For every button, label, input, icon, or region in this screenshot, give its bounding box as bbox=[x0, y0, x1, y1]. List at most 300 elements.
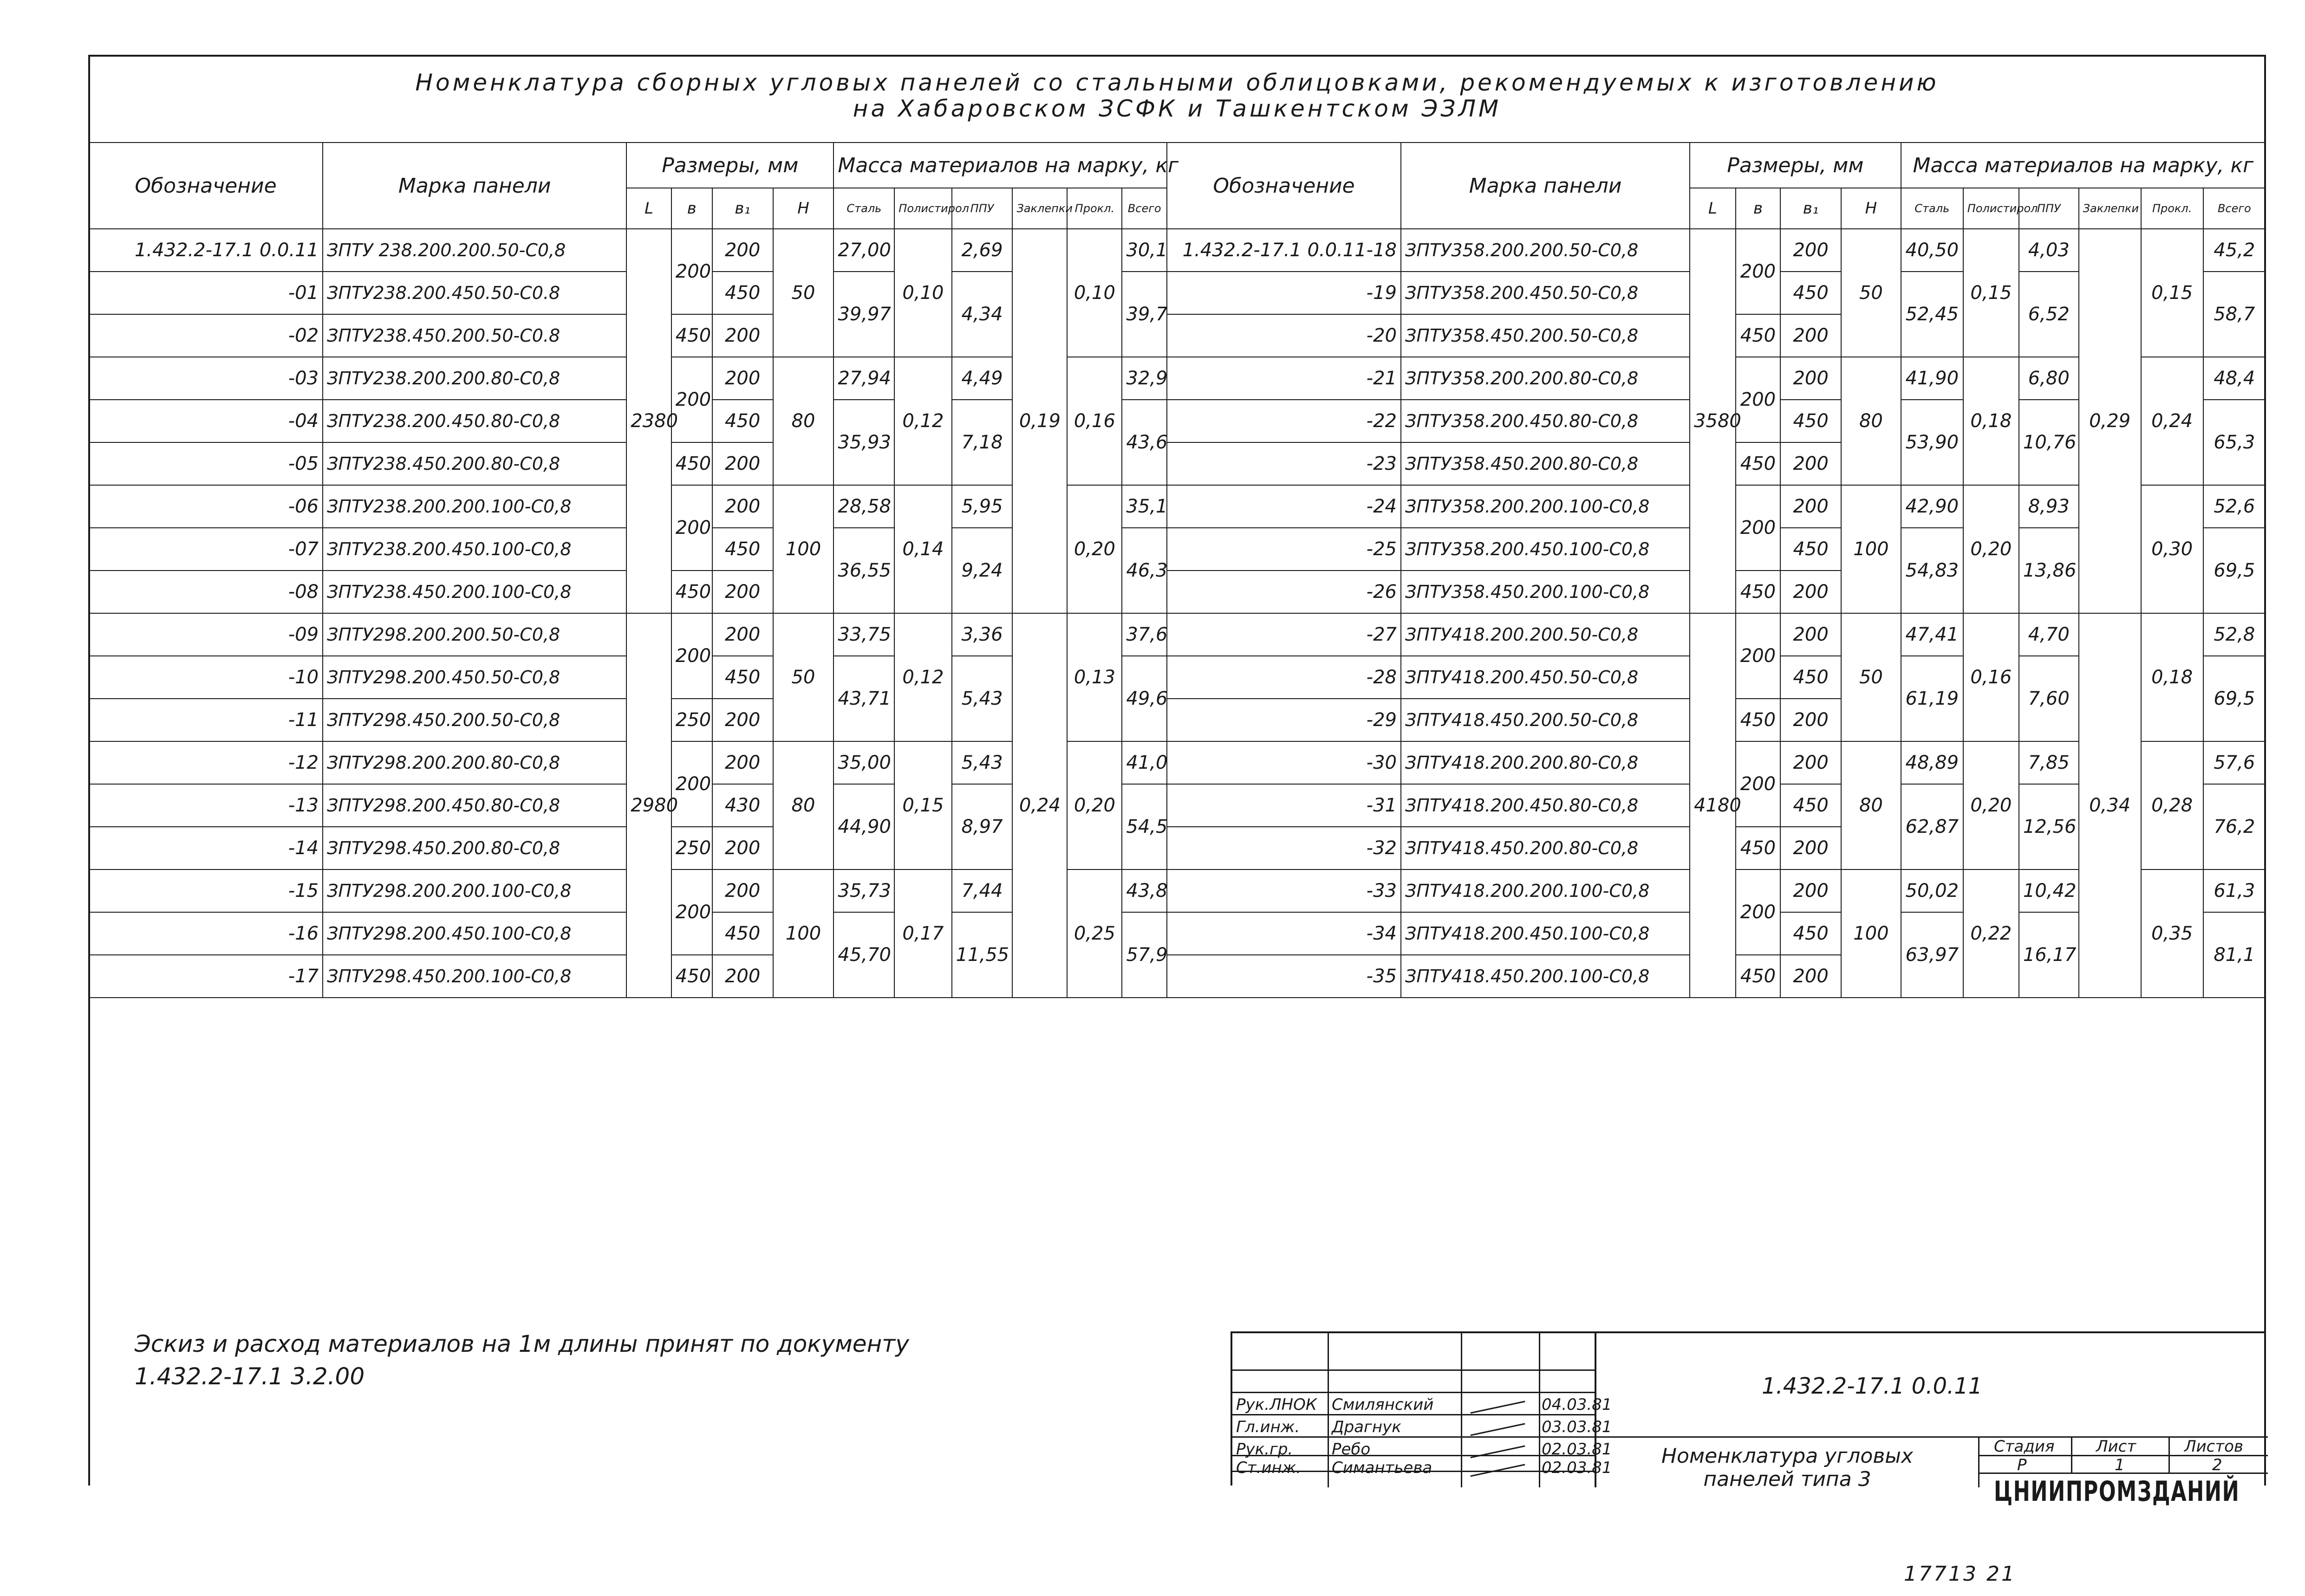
panel-mark-cell: ЗПТУ418.200.200.50-С0,8 bbox=[1401, 613, 1690, 656]
width-b-cell: 450 bbox=[1736, 699, 1781, 741]
gasket-mass-cell: 0,20 bbox=[1067, 741, 1122, 869]
panel-mark-cell: ЗПТУ298.200.450.100-С0,8 bbox=[323, 912, 626, 955]
panel-mark-cell: ЗПТУ358.450.200.100-С0,8 bbox=[1401, 571, 1690, 613]
organization-name: ЦНИИПРОМЗДАНИЙ bbox=[1994, 1475, 2240, 1508]
table-row bbox=[89, 485, 2266, 528]
table-row bbox=[89, 613, 2266, 656]
title-line-2: на Хабаровском ЗСФК и Ташкентском ЭЗЛМ bbox=[853, 95, 1502, 122]
width-b-cell: 200 bbox=[1736, 229, 1781, 314]
designation-cell: -22 bbox=[1167, 400, 1401, 442]
gasket-mass-cell: 0,13 bbox=[1067, 613, 1122, 741]
width-b1-cell: 450 bbox=[1780, 528, 1841, 571]
header-h: Н bbox=[1841, 188, 1901, 229]
steel-mass-cell: 41,90 bbox=[1901, 357, 1963, 400]
width-b1-cell: 450 bbox=[712, 912, 773, 955]
table-row bbox=[89, 357, 2266, 400]
header-designation-left: Обозначение bbox=[89, 143, 323, 229]
doc-code: 1.432.2-17.1 0.0.11 bbox=[1762, 1373, 1983, 1399]
header-b: в bbox=[671, 188, 712, 229]
designation-cell: -17 bbox=[89, 955, 323, 998]
width-b-cell: 200 bbox=[1736, 613, 1781, 699]
steel-mass-cell: 28,58 bbox=[833, 485, 894, 528]
polystyrene-mass-cell: 0,20 bbox=[1963, 741, 2019, 869]
panel-mark-cell: ЗПТУ358.200.200.100-С0,8 bbox=[1401, 485, 1690, 528]
gasket-mass-cell: 0,24 bbox=[2141, 357, 2203, 485]
ppu-mass-cell: 4,70 bbox=[2019, 613, 2079, 656]
width-b1-cell: 200 bbox=[712, 442, 773, 485]
total-mass-cell: 43,6 bbox=[1122, 400, 1167, 485]
width-b-cell: 450 bbox=[1736, 442, 1781, 485]
width-b-cell: 200 bbox=[671, 485, 712, 571]
steel-mass-cell: 39,97 bbox=[833, 272, 894, 357]
role-cell: Ст.инж. bbox=[1236, 1459, 1302, 1477]
total-mass-cell: 76,2 bbox=[2203, 784, 2266, 869]
steel-mass-cell: 47,41 bbox=[1901, 613, 1963, 656]
header-b1: в₁ bbox=[1780, 188, 1841, 229]
gasket-mass-cell: 0,16 bbox=[1067, 357, 1122, 485]
height-h-cell: 100 bbox=[1841, 869, 1901, 998]
ppu-mass-cell: 12,56 bbox=[2019, 784, 2079, 869]
panel-mark-cell: ЗПТУ418.450.200.50-С0,8 bbox=[1401, 699, 1690, 741]
sheets-label: Листов bbox=[2184, 1437, 2244, 1456]
steel-mass-cell: 33,75 bbox=[833, 613, 894, 656]
width-b1-cell: 200 bbox=[1780, 357, 1841, 400]
total-mass-cell: 30,1 bbox=[1122, 229, 1167, 272]
panel-mark-cell: ЗПТУ358.200.450.50-С0,8 bbox=[1401, 272, 1690, 314]
panel-mark-cell: ЗПТУ418.200.200.80-С0,8 bbox=[1401, 741, 1690, 784]
height-h-cell: 100 bbox=[773, 485, 834, 613]
designation-cell: -15 bbox=[89, 869, 323, 912]
table-row bbox=[89, 784, 2266, 827]
panel-mark-cell: ЗПТУ238.200.200.80-С0,8 bbox=[323, 357, 626, 400]
sheet-title-line-2: панелей типа 3 bbox=[1703, 1467, 1871, 1491]
width-b1-cell: 200 bbox=[712, 955, 773, 998]
polystyrene-mass-cell: 0,20 bbox=[1963, 485, 2019, 613]
gasket-mass-cell: 0,28 bbox=[2141, 741, 2203, 869]
header-mark-left: Марка панели bbox=[323, 143, 626, 229]
panel-mark-cell: ЗПТУ418.450.200.80-С0,8 bbox=[1401, 827, 1690, 869]
panel-mark-cell: ЗПТУ238.200.450.80-С0,8 bbox=[323, 400, 626, 442]
gasket-mass-cell: 0,10 bbox=[1067, 229, 1122, 357]
designation-cell: -24 bbox=[1167, 485, 1401, 528]
polystyrene-mass-cell: 0,17 bbox=[894, 869, 951, 998]
designation-cell: -10 bbox=[89, 656, 323, 699]
header-L: L bbox=[626, 188, 671, 229]
polystyrene-mass-cell: 0,10 bbox=[894, 229, 951, 357]
panel-mark-cell: ЗПТУ358.200.450.100-С0,8 bbox=[1401, 528, 1690, 571]
signature bbox=[1469, 1417, 1525, 1436]
height-h-cell: 50 bbox=[773, 229, 834, 357]
total-mass-cell: 81,1 bbox=[2203, 912, 2266, 998]
designation-cell: -20 bbox=[1167, 314, 1401, 357]
gasket-mass-cell: 0,15 bbox=[2141, 229, 2203, 357]
steel-mass-cell: 35,00 bbox=[833, 741, 894, 784]
ppu-mass-cell: 5,43 bbox=[952, 741, 1013, 784]
sheet-title-line-1: Номенклатура угловых bbox=[1661, 1444, 1914, 1468]
ppu-mass-cell: 3,36 bbox=[952, 613, 1013, 656]
table-row bbox=[89, 229, 2266, 272]
designation-cell: -28 bbox=[1167, 656, 1401, 699]
total-mass-cell: 65,3 bbox=[2203, 400, 2266, 485]
panel-mark-cell: ЗПТУ298.200.450.50-С0,8 bbox=[323, 656, 626, 699]
panel-mark-cell: ЗПТУ298.200.450.80-С0,8 bbox=[323, 784, 626, 827]
signature bbox=[1469, 1458, 1525, 1477]
table-body bbox=[89, 229, 2266, 998]
width-b1-cell: 200 bbox=[1780, 955, 1841, 998]
width-b1-cell: 200 bbox=[1780, 229, 1841, 272]
header-b: в bbox=[1736, 188, 1781, 229]
width-b-cell: 450 bbox=[1736, 314, 1781, 357]
panel-mark-cell: ЗПТУ418.200.450.50-С0,8 bbox=[1401, 656, 1690, 699]
archive-number: 17713 21 bbox=[1904, 1562, 2016, 1586]
width-b1-cell: 200 bbox=[1780, 442, 1841, 485]
sheets-value: 2 bbox=[2212, 1456, 2222, 1474]
width-b-cell: 450 bbox=[671, 314, 712, 357]
panel-mark-cell: ЗПТУ238.200.200.100-С0,8 bbox=[323, 485, 626, 528]
sheet-title bbox=[1599, 1445, 1975, 1491]
width-b-cell: 250 bbox=[671, 827, 712, 869]
panel-mark-cell: ЗПТУ298.450.200.50-С0,8 bbox=[323, 699, 626, 741]
total-mass-cell: 69,5 bbox=[2203, 528, 2266, 613]
designation-cell: -16 bbox=[89, 912, 323, 955]
width-b1-cell: 200 bbox=[712, 485, 773, 528]
date-cell: 02.03.81 bbox=[1542, 1459, 1612, 1477]
height-h-cell: 50 bbox=[773, 613, 834, 741]
panel-mark-cell: ЗПТУ298.200.200.100-С0,8 bbox=[323, 869, 626, 912]
header-L: L bbox=[1690, 188, 1736, 229]
height-h-cell: 80 bbox=[1841, 741, 1901, 869]
width-b1-cell: 200 bbox=[712, 699, 773, 741]
designation-cell: -25 bbox=[1167, 528, 1401, 571]
designation-cell: -09 bbox=[89, 613, 323, 656]
width-b-cell: 200 bbox=[1736, 869, 1781, 955]
name-cell: Ребо bbox=[1332, 1440, 1371, 1459]
length-L-cell: 3580 bbox=[1690, 229, 1736, 613]
panel-mark-cell: ЗПТУ418.450.200.100-С0,8 bbox=[1401, 955, 1690, 998]
header-total: Всего bbox=[2203, 188, 2266, 229]
width-b-cell: 200 bbox=[671, 869, 712, 955]
width-b-cell: 200 bbox=[1736, 357, 1781, 442]
width-b-cell: 450 bbox=[671, 955, 712, 998]
ppu-mass-cell: 8,97 bbox=[952, 784, 1013, 869]
sheet-value: 1 bbox=[2115, 1456, 2125, 1474]
date-cell: 04.03.81 bbox=[1542, 1395, 1612, 1414]
panel-mark-cell: ЗПТУ238.200.450.100-С0,8 bbox=[323, 528, 626, 571]
width-b1-cell: 200 bbox=[1780, 699, 1841, 741]
page-title bbox=[88, 70, 2266, 122]
ppu-mass-cell: 9,24 bbox=[952, 528, 1013, 613]
header-ppu: ППУ bbox=[952, 188, 1013, 229]
designation-cell: -29 bbox=[1167, 699, 1401, 741]
designation-cell: -03 bbox=[89, 357, 323, 400]
designation-cell: -19 bbox=[1167, 272, 1401, 314]
stage-label: Стадия bbox=[1994, 1437, 2055, 1456]
steel-mass-cell: 54,83 bbox=[1901, 528, 1963, 613]
height-h-cell: 100 bbox=[1841, 485, 1901, 613]
nomenclature-table bbox=[88, 142, 2266, 998]
total-mass-cell: 52,8 bbox=[2203, 613, 2266, 656]
header-rivets: Заклепки bbox=[1012, 188, 1067, 229]
ppu-mass-cell: 5,43 bbox=[952, 656, 1013, 741]
gasket-mass-cell: 0,18 bbox=[2141, 613, 2203, 741]
rivets-mass-cell: 0,24 bbox=[1012, 613, 1067, 998]
ppu-mass-cell: 6,80 bbox=[2019, 357, 2079, 400]
designation-cell: -04 bbox=[89, 400, 323, 442]
header-h: Н bbox=[773, 188, 834, 229]
designation-cell: -26 bbox=[1167, 571, 1401, 613]
table-row bbox=[89, 528, 2266, 571]
gasket-mass-cell: 0,20 bbox=[1067, 485, 1122, 613]
width-b-cell: 250 bbox=[671, 699, 712, 741]
designation-cell: -05 bbox=[89, 442, 323, 485]
width-b1-cell: 200 bbox=[712, 741, 773, 784]
ppu-mass-cell: 13,86 bbox=[2019, 528, 2079, 613]
width-b1-cell: 450 bbox=[1780, 656, 1841, 699]
total-mass-cell: 57,9 bbox=[1122, 912, 1167, 998]
steel-mass-cell: 44,90 bbox=[833, 784, 894, 869]
width-b1-cell: 200 bbox=[712, 869, 773, 912]
polystyrene-mass-cell: 0,12 bbox=[894, 613, 951, 741]
total-mass-cell: 32,9 bbox=[1122, 357, 1167, 400]
width-b1-cell: 450 bbox=[712, 400, 773, 442]
width-b1-cell: 450 bbox=[712, 656, 773, 699]
rivets-mass-cell: 0,29 bbox=[2079, 229, 2141, 613]
ppu-mass-cell: 6,52 bbox=[2019, 272, 2079, 357]
table-row bbox=[89, 656, 2266, 699]
panel-mark-cell: ЗПТУ238.450.200.80-С0,8 bbox=[323, 442, 626, 485]
total-mass-cell: 39,7 bbox=[1122, 272, 1167, 357]
role-cell: Гл.инж. bbox=[1236, 1418, 1300, 1436]
width-b1-cell: 200 bbox=[1780, 571, 1841, 613]
ppu-mass-cell: 8,93 bbox=[2019, 485, 2079, 528]
steel-mass-cell: 62,87 bbox=[1901, 784, 1963, 869]
width-b1-cell: 200 bbox=[1780, 827, 1841, 869]
panel-mark-cell: ЗПТУ298.450.200.100-С0,8 bbox=[323, 955, 626, 998]
width-b1-cell: 200 bbox=[712, 314, 773, 357]
ppu-mass-cell: 4,49 bbox=[952, 357, 1013, 400]
header-designation-right: Обозначение bbox=[1167, 143, 1401, 229]
panel-mark-cell: ЗПТУ358.450.200.50-С0,8 bbox=[1401, 314, 1690, 357]
width-b-cell: 200 bbox=[671, 613, 712, 699]
width-b1-cell: 450 bbox=[1780, 400, 1841, 442]
designation-cell: -35 bbox=[1167, 955, 1401, 998]
width-b1-cell: 450 bbox=[1780, 784, 1841, 827]
total-mass-cell: 52,6 bbox=[2203, 485, 2266, 528]
ppu-mass-cell: 7,18 bbox=[952, 400, 1013, 485]
ppu-mass-cell: 5,95 bbox=[952, 485, 1013, 528]
length-L-cell: 2980 bbox=[626, 613, 671, 998]
steel-mass-cell: 35,93 bbox=[833, 400, 894, 485]
width-b-cell: 450 bbox=[1736, 955, 1781, 998]
ppu-mass-cell: 7,44 bbox=[952, 869, 1013, 912]
width-b1-cell: 200 bbox=[712, 357, 773, 400]
steel-mass-cell: 53,90 bbox=[1901, 400, 1963, 485]
width-b1-cell: 430 bbox=[712, 784, 773, 827]
width-b1-cell: 450 bbox=[712, 272, 773, 314]
width-b1-cell: 200 bbox=[1780, 314, 1841, 357]
header-polystyrene: Полистирол bbox=[894, 188, 951, 229]
width-b1-cell: 200 bbox=[1780, 741, 1841, 784]
note bbox=[135, 1328, 909, 1393]
designation-cell: -30 bbox=[1167, 741, 1401, 784]
date-cell: 02.03.81 bbox=[1542, 1440, 1612, 1459]
signature bbox=[1469, 1395, 1525, 1414]
panel-mark-cell: ЗПТУ298.450.200.80-С0,8 bbox=[323, 827, 626, 869]
width-b1-cell: 450 bbox=[1780, 912, 1841, 955]
ppu-mass-cell: 4,03 bbox=[2019, 229, 2079, 272]
panel-mark-cell: ЗПТУ 238.200.200.50-С0,8 bbox=[323, 229, 626, 272]
length-L-cell: 4180 bbox=[1690, 613, 1736, 998]
steel-mass-cell: 52,45 bbox=[1901, 272, 1963, 357]
header-rivets: Заклепки bbox=[2079, 188, 2141, 229]
total-mass-cell: 69,5 bbox=[2203, 656, 2266, 741]
width-b1-cell: 450 bbox=[712, 528, 773, 571]
width-b-cell: 450 bbox=[1736, 827, 1781, 869]
note-line-2: 1.432.2-17.1 3.2.00 bbox=[135, 1363, 365, 1390]
panel-mark-cell: ЗПТУ238.200.450.50-С0.8 bbox=[323, 272, 626, 314]
total-mass-cell: 58,7 bbox=[2203, 272, 2266, 357]
gasket-mass-cell: 0,25 bbox=[1067, 869, 1122, 998]
header-mark-right: Марка панели bbox=[1401, 143, 1690, 229]
ppu-mass-cell: 10,42 bbox=[2019, 869, 2079, 912]
designation-cell: -23 bbox=[1167, 442, 1401, 485]
height-h-cell: 80 bbox=[1841, 357, 1901, 485]
width-b-cell: 200 bbox=[671, 229, 712, 314]
ppu-mass-cell: 4,34 bbox=[952, 272, 1013, 357]
total-mass-cell: 48,4 bbox=[2203, 357, 2266, 400]
role-cell: Рук.гр. bbox=[1236, 1440, 1293, 1459]
sheet-label: Лист bbox=[2096, 1437, 2136, 1456]
designation-cell: -33 bbox=[1167, 869, 1401, 912]
panel-mark-cell: ЗПТУ358.200.200.50-С0,8 bbox=[1401, 229, 1690, 272]
header-mass-right: Масса материалов на марку, кг bbox=[1901, 143, 2266, 188]
table-row bbox=[89, 400, 2266, 442]
steel-mass-cell: 50,02 bbox=[1901, 869, 1963, 912]
height-h-cell: 50 bbox=[1841, 613, 1901, 741]
header-gasket: Прокл. bbox=[1067, 188, 1122, 229]
header-ppu: ППУ bbox=[2019, 188, 2079, 229]
panel-mark-cell: ЗПТУ298.200.200.80-С0,8 bbox=[323, 741, 626, 784]
header-polystyrene: Полистирол bbox=[1963, 188, 2019, 229]
designation-cell: -06 bbox=[89, 485, 323, 528]
height-h-cell: 100 bbox=[773, 869, 834, 998]
width-b-cell: 200 bbox=[671, 741, 712, 827]
header-dimensions-right: Размеры, мм bbox=[1690, 143, 1901, 188]
header-dimensions-left: Размеры, мм bbox=[626, 143, 833, 188]
ppu-mass-cell: 7,85 bbox=[2019, 741, 2079, 784]
steel-mass-cell: 45,70 bbox=[833, 912, 894, 998]
polystyrene-mass-cell: 0,15 bbox=[894, 741, 951, 869]
table-row bbox=[89, 272, 2266, 314]
total-mass-cell: 41,0 bbox=[1122, 741, 1167, 784]
panel-mark-cell: ЗПТУ238.450.200.50-С0.8 bbox=[323, 314, 626, 357]
width-b-cell: 200 bbox=[671, 357, 712, 442]
steel-mass-cell: 27,00 bbox=[833, 229, 894, 272]
panel-mark-cell: ЗПТУ418.200.200.100-С0,8 bbox=[1401, 869, 1690, 912]
name-cell: Смилянский bbox=[1332, 1395, 1434, 1414]
stage-value: Р bbox=[2017, 1456, 2027, 1474]
designation-cell: -21 bbox=[1167, 357, 1401, 400]
total-mass-cell: 45,2 bbox=[2203, 229, 2266, 272]
table-row bbox=[89, 912, 2266, 955]
header-total: Всего bbox=[1122, 188, 1167, 229]
height-h-cell: 50 bbox=[1841, 229, 1901, 357]
steel-mass-cell: 42,90 bbox=[1901, 485, 1963, 528]
width-b-cell: 200 bbox=[1736, 741, 1781, 827]
width-b1-cell: 450 bbox=[1780, 272, 1841, 314]
polystyrene-mass-cell: 0,15 bbox=[1963, 229, 2019, 357]
panel-mark-cell: ЗПТУ418.200.450.100-С0,8 bbox=[1401, 912, 1690, 955]
ppu-mass-cell: 2,69 bbox=[952, 229, 1013, 272]
designation-cell: -31 bbox=[1167, 784, 1401, 827]
total-mass-cell: 43,8 bbox=[1122, 869, 1167, 912]
designation-cell: -11 bbox=[89, 699, 323, 741]
designation-cell: 1.432.2-17.1 0.0.11-18 bbox=[1167, 229, 1401, 272]
width-b1-cell: 200 bbox=[712, 229, 773, 272]
panel-mark-cell: ЗПТУ418.200.450.80-С0,8 bbox=[1401, 784, 1690, 827]
note-line-1: Эскиз и расход материалов на 1м длины принят по документу bbox=[135, 1330, 909, 1357]
table-row bbox=[89, 869, 2266, 912]
total-mass-cell: 46,3 bbox=[1122, 528, 1167, 613]
width-b1-cell: 200 bbox=[1780, 613, 1841, 656]
width-b1-cell: 200 bbox=[712, 827, 773, 869]
designation-cell: -08 bbox=[89, 571, 323, 613]
total-mass-cell: 37,6 bbox=[1122, 613, 1167, 656]
rivets-mass-cell: 0,19 bbox=[1012, 229, 1067, 613]
polystyrene-mass-cell: 0,18 bbox=[1963, 357, 2019, 485]
height-h-cell: 80 bbox=[773, 741, 834, 869]
table-row bbox=[89, 741, 2266, 784]
polystyrene-mass-cell: 0,12 bbox=[894, 357, 951, 485]
polystyrene-mass-cell: 0,22 bbox=[1963, 869, 2019, 998]
title-block bbox=[1231, 1331, 2266, 1508]
ppu-mass-cell: 16,17 bbox=[2019, 912, 2079, 998]
designation-cell: -12 bbox=[89, 741, 323, 784]
total-mass-cell: 35,1 bbox=[1122, 485, 1167, 528]
designation-cell: -07 bbox=[89, 528, 323, 571]
panel-mark-cell: ЗПТУ238.450.200.100-С0,8 bbox=[323, 571, 626, 613]
width-b-cell: 450 bbox=[1736, 571, 1781, 613]
steel-mass-cell: 63,97 bbox=[1901, 912, 1963, 998]
gasket-mass-cell: 0,35 bbox=[2141, 869, 2203, 998]
header-steel: Сталь bbox=[1901, 188, 1963, 229]
rivets-mass-cell: 0,34 bbox=[2079, 613, 2141, 998]
designation-cell: -14 bbox=[89, 827, 323, 869]
total-mass-cell: 57,6 bbox=[2203, 741, 2266, 784]
polystyrene-mass-cell: 0,14 bbox=[894, 485, 951, 613]
designation-cell: -13 bbox=[89, 784, 323, 827]
width-b1-cell: 200 bbox=[1780, 869, 1841, 912]
steel-mass-cell: 43,71 bbox=[833, 656, 894, 741]
header-steel: Сталь bbox=[833, 188, 894, 229]
designation-cell: -01 bbox=[89, 272, 323, 314]
panel-mark-cell: ЗПТУ358.200.200.80-С0,8 bbox=[1401, 357, 1690, 400]
steel-mass-cell: 48,89 bbox=[1901, 741, 1963, 784]
width-b-cell: 450 bbox=[671, 442, 712, 485]
header-b1: в₁ bbox=[712, 188, 773, 229]
header-gasket: Прокл. bbox=[2141, 188, 2203, 229]
polystyrene-mass-cell: 0,16 bbox=[1963, 613, 2019, 741]
width-b1-cell: 200 bbox=[712, 613, 773, 656]
title-line-1: Номенклатура сборных угловых панелей со стальными облицовками, рекомендуемых к изготовлению bbox=[415, 69, 1939, 96]
width-b-cell: 450 bbox=[671, 571, 712, 613]
name-cell: Драгнук bbox=[1332, 1418, 1401, 1436]
designation-cell: -32 bbox=[1167, 827, 1401, 869]
ppu-mass-cell: 7,60 bbox=[2019, 656, 2079, 741]
panel-mark-cell: ЗПТУ358.450.200.80-С0,8 bbox=[1401, 442, 1690, 485]
gasket-mass-cell: 0,30 bbox=[2141, 485, 2203, 613]
total-mass-cell: 54,5 bbox=[1122, 784, 1167, 869]
